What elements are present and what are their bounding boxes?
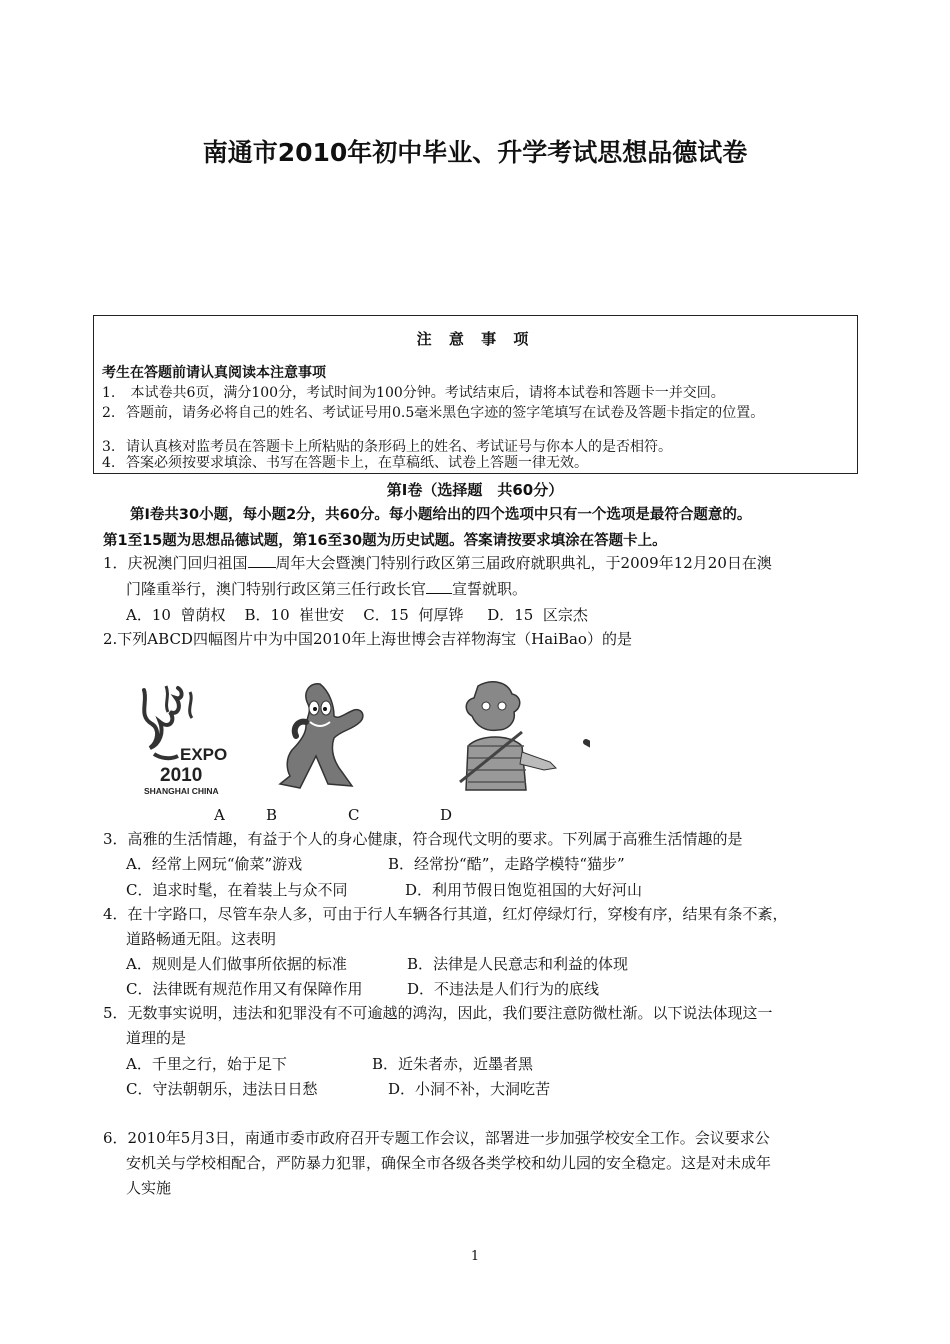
question-4-option-b: B．法律是人民意志和利益的体现	[407, 955, 629, 973]
notice-box	[93, 315, 858, 474]
expo-logo-city: SHANGHAI CHINA	[144, 786, 219, 796]
expo-logo-year: 2010	[160, 765, 203, 786]
expo-logo-image	[144, 686, 227, 796]
notice-item-text: 答案必须按要求填涂、书写在答题卡上，在草稿纸、试卷上答题一律无效。	[126, 455, 588, 471]
haibao-mascot-image	[280, 684, 363, 788]
question-4-option-a: A．规则是人们做事所依据的标准	[126, 955, 347, 973]
question-3-text: 3．高雅的生活情趣，有益于个人的身心健康，符合现代文明的要求。下列属于高雅生活情趣的是	[103, 830, 743, 848]
question-6-text: 安机关与学校相配合，严防暴力犯罪，确保全市各级各类学校和幼儿园的安全稳定。这是对未成年	[126, 1154, 772, 1172]
question-5-option-c: C．守法朝朝乐，违法日日愁	[126, 1080, 318, 1098]
mascot-pictures	[130, 672, 590, 802]
question-5-option-d: D．小洞不补，大洞吃苦	[388, 1080, 551, 1098]
question-5-text: 道理的是	[126, 1029, 187, 1047]
question-3-option-c: C．追求时髦，在着装上与众不同	[126, 881, 348, 899]
question-5-option-a: A．千里之行，始于足下	[126, 1055, 287, 1073]
notice-item	[102, 440, 850, 455]
question-1-line	[103, 553, 772, 573]
mascot-illustrations	[130, 672, 590, 802]
picture-label-d: D	[440, 806, 453, 824]
question-5-option-b: B．近朱者赤，近墨者黑	[372, 1055, 534, 1073]
warrior-mascot-image	[460, 682, 556, 790]
notice-subheading: 考生在答题前请认真阅读本注意事项	[102, 365, 326, 381]
question-1-text: 1．庆祝澳门回归祖国	[103, 554, 248, 572]
question-4-option-d: D．不违法是人们行为的底线	[407, 980, 600, 998]
exam-title: 南通市2010年初中毕业、升学考试思想品德试卷	[202, 138, 748, 167]
notice-item-number: 1.	[102, 385, 116, 401]
expo-logo-text: EXPO	[180, 745, 228, 764]
question-4-text: 道路畅通无阻。这表明	[126, 930, 277, 948]
notice-item-text: 本试卷共6页，满分100分，考试时间为100分钟。考试结束后，请将本试卷和答题卡一并交回。	[126, 385, 725, 401]
fuwa-mascot-image	[586, 674, 590, 794]
question-6-text: 6．2010年5月3日，南通市委市政府召开专题工作会议，部署进一步加强学校安全工作。会议要求公	[103, 1129, 770, 1147]
notice-item	[102, 386, 850, 401]
question-5-text: 5．无数事实说明，违法和犯罪没有不可逾越的鸿沟，因此，我们要注意防微杜渐。以下说法体现这一	[103, 1004, 773, 1022]
answer-blank	[248, 553, 276, 568]
section-note: 第1至15题为思想品德试题，第16至30题为历史试题。答案请按要求填涂在答题卡上。	[103, 533, 667, 549]
question-1-text: 宣誓就职。	[452, 580, 528, 598]
question-3-option-d: D．利用节假日饱览祖国的大好河山	[405, 881, 643, 899]
section-instructions: 第Ⅰ卷共30小题，每小题2分，共60分。每小题给出的四个选项中只有一个选项是最符合题意的。	[130, 507, 752, 523]
question-1-text: 门隆重举行，澳门特别行政区第三任行政长官	[126, 580, 427, 598]
notice-item	[102, 406, 850, 421]
question-4-text: 4．在十字路口，尽管车杂人多，可由于行人车辆各行其道，红灯停绿灯行，穿梭有序，结果有条不紊，	[103, 905, 788, 923]
answer-blank	[426, 579, 452, 594]
notice-item	[102, 456, 850, 471]
section-heading: 第Ⅰ卷（选择题 共60分）	[386, 481, 564, 499]
question-3-option-b: B．经常扮“酷”，走路学模特“猫步”	[388, 855, 625, 873]
notice-item-text: 请认真核对监考员在答题卡上所粘贴的条形码上的姓名、考试证号与你本人的是否相符。	[126, 439, 672, 455]
question-1-line	[126, 579, 527, 599]
picture-label-a: A	[214, 806, 225, 824]
notice-item-number: 4.	[102, 455, 116, 471]
question-4-option-c: C．法律既有规范作用又有保障作用	[126, 980, 363, 998]
question-6-text: 人实施	[126, 1179, 172, 1197]
notice-item-number: 2.	[102, 405, 116, 421]
picture-label-b: B	[266, 806, 278, 824]
question-3-option-a: A．经常上网玩“偷菜”游戏	[126, 855, 303, 873]
notice-heading: 注 意 事 项	[416, 330, 535, 348]
question-1-options: A．10 曾荫权 B．10 崔世安 C．15 何厚铧 D．15 区宗杰	[126, 606, 588, 624]
question-2-text: 2.下列ABCD四幅图片中为中国2010年上海世博会吉祥物海宝（HaiBao）的是	[103, 630, 632, 648]
notice-item-number: 3.	[102, 439, 116, 455]
page-number: 1	[470, 1249, 480, 1264]
question-1-text: 周年大会暨澳门特别行政区第三届政府就职典礼，于2009年12月20日在澳	[275, 554, 772, 572]
picture-label-c: C	[348, 806, 360, 824]
notice-item-text: 答题前，请务必将自己的姓名、考试证号用0.5毫米黑色字迹的签字笔填写在试卷及答题卡指定的位置。	[126, 405, 765, 421]
